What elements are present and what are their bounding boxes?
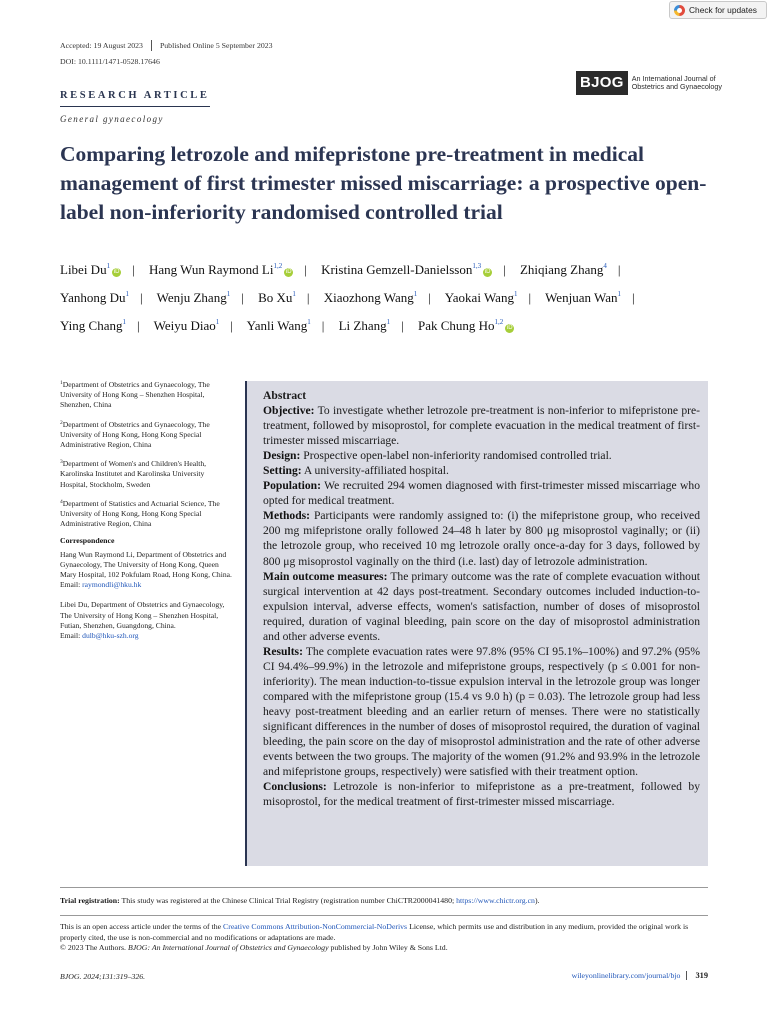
author-name bbox=[157, 290, 231, 305]
correspondence-text: Hang Wun Raymond Li, Department of Obstetrics and Gynaecology, The University of Hong Kong, Queen Mary Hospital, 102 Pokfulam Road, Hong Kong, China. bbox=[60, 549, 232, 580]
author-affiliation-marker: 1 bbox=[292, 290, 296, 298]
journal-logo bbox=[576, 71, 722, 95]
author-name-text: Zhiqiang Zhang bbox=[519, 262, 604, 277]
affiliation-text: Department of Obstetrics and Gynaecology, The University of Hong Kong, Hong Kong Special Administrative Region, China bbox=[60, 419, 210, 450]
author-name bbox=[545, 290, 621, 305]
subject-category: General gynaecology bbox=[60, 114, 164, 124]
license-link[interactable]: Creative Commons Attribution-NonCommercial-NoDerivs bbox=[223, 922, 408, 931]
affiliation-list bbox=[60, 378, 232, 529]
abstract-section-text: A university-affiliated hospital. bbox=[303, 464, 449, 478]
check-for-updates-label: Check for updates bbox=[689, 5, 757, 15]
correspondence-entry bbox=[60, 550, 232, 591]
author-affiliation-marker: 1 bbox=[513, 290, 518, 298]
license-notice bbox=[60, 922, 708, 954]
email-label: Email: bbox=[60, 631, 81, 641]
author-name bbox=[60, 262, 121, 277]
copyright-post: published by John Wiley & Sons Ltd. bbox=[330, 943, 448, 953]
author-name bbox=[418, 318, 514, 333]
author-affiliation-marker: 1 bbox=[386, 318, 391, 326]
author-separator: | bbox=[503, 262, 506, 277]
abstract-section bbox=[263, 403, 700, 448]
author-separator: | bbox=[140, 290, 143, 305]
abstract-section bbox=[263, 569, 700, 644]
article-title: Comparing letrozole and mifepristone pre-treatment in medical management of first trimester missed miscarriage: a prospective open-label non-inferiority randomised controlled trial bbox=[60, 142, 707, 224]
author-affiliation-marker: 1,2 bbox=[494, 318, 504, 326]
journal-abbrev: BJOG bbox=[576, 71, 628, 95]
author-name-text: Yanhong Du bbox=[60, 290, 126, 305]
abstract-section-text: Prospective open-label non-inferiority randomised controlled trial. bbox=[303, 449, 612, 463]
journal-name-line1: An International Journal of bbox=[631, 73, 716, 83]
abstract-section bbox=[263, 448, 700, 463]
published-date: Published Online 5 September 2023 bbox=[159, 41, 273, 50]
author-separator: | bbox=[617, 262, 621, 277]
author-name-text: Weiyu Diao bbox=[153, 318, 216, 333]
abstract-section bbox=[263, 644, 700, 779]
author-name bbox=[321, 262, 492, 277]
author-name bbox=[324, 290, 418, 305]
page-number: 319 bbox=[686, 971, 708, 980]
author-list bbox=[60, 254, 720, 338]
email-label: Email: bbox=[60, 580, 81, 590]
author-affiliation-marker: 4 bbox=[603, 262, 607, 270]
author-affiliation-marker: 1,2 bbox=[273, 262, 283, 270]
affiliation-number: 3 bbox=[60, 459, 63, 466]
author-name-text: Li Zhang bbox=[338, 318, 387, 333]
author-name-text: Xiaozhong Wang bbox=[323, 290, 414, 305]
journal-url-link[interactable]: wileyonlinelibrary.com/journal/bjo bbox=[571, 971, 681, 980]
author-separator: | bbox=[321, 318, 325, 333]
abstract-section-label: Population: bbox=[263, 479, 321, 493]
orcid-icon[interactable]: iD bbox=[285, 269, 292, 275]
author-name bbox=[149, 262, 293, 277]
journal-citation: BJOG. 2024;131:319–326. bbox=[60, 972, 146, 981]
article-dates bbox=[60, 40, 273, 51]
email-link[interactable]: raymondli@hku.hk bbox=[82, 580, 142, 590]
author-name-text: Libei Du bbox=[60, 262, 107, 277]
trial-registration bbox=[60, 896, 708, 907]
abstract-section-text: Letrozole is non-inferior to mifepristone as a pre-treatment, followed by misoprostol, for the medical treatment of first-trimester missed miscarriage. bbox=[263, 780, 700, 809]
author-name-text: Yaokai Wang bbox=[444, 290, 514, 305]
author-affiliation-marker: 1 bbox=[617, 290, 621, 298]
abstract-accent-bar bbox=[245, 381, 247, 866]
abstract-section-label: Design: bbox=[263, 449, 301, 463]
divider bbox=[60, 887, 708, 888]
abstract-section-label: Main outcome measures: bbox=[263, 569, 388, 583]
page-footer bbox=[572, 971, 708, 980]
author-affiliation-marker: 1 bbox=[307, 318, 311, 326]
abstract-section-text: The primary outcome was the rate of complete evacuation without surgical intervention at 42 days post-treatment. Secondary outcomes included induction-to-expulsion interval, adverse effects, women's satisfaction, number of doses of misoprostol required, duration of vaginal bleeding, pain score on the day of misoprostol administration and other adverse events. bbox=[263, 569, 700, 643]
author-name-text: Kristina Gemzell-Danielsson bbox=[321, 262, 473, 277]
abstract-section bbox=[263, 463, 700, 478]
orcid-icon[interactable]: iD bbox=[113, 269, 120, 275]
divider bbox=[60, 915, 708, 916]
author-affiliation-marker: 1,3 bbox=[472, 262, 482, 270]
author-name bbox=[154, 318, 220, 333]
orcid-icon[interactable]: iD bbox=[506, 325, 513, 331]
check-for-updates-button[interactable] bbox=[669, 1, 767, 19]
affiliation-number: 1 bbox=[60, 380, 63, 386]
trial-registration-text: This study was registered at the Chinese Clinical Trial Registry (registration number ChiCTR2000041480; bbox=[121, 896, 455, 905]
abstract-section-text: We recruited 294 women diagnosed with first-trimester missed miscarriage who opted for medical treatment. bbox=[263, 479, 700, 508]
abstract-section-text: To investigate whether letrozole pre-treatment is non-inferior to mifepristone pre-treatment, followed by misoprostol, for complete evacuation in the medical treatment of first-trimester missed miscarriage. bbox=[263, 404, 700, 448]
article-type: RESEARCH ARTICLE bbox=[60, 90, 210, 101]
affiliations-column bbox=[60, 378, 232, 641]
affiliation-text: Department of Obstetrics and Gynaecology, The University of Hong Kong – Shenzhen Hospital, Shenzhen, China bbox=[60, 380, 210, 410]
author-separator: | bbox=[241, 290, 244, 305]
abstract-section-label: Methods: bbox=[263, 509, 311, 523]
abstract-sections bbox=[263, 403, 700, 809]
author-name bbox=[258, 290, 296, 305]
correspondence-heading: Correspondence bbox=[60, 536, 115, 546]
author-affiliation-marker: 1 bbox=[413, 290, 418, 298]
abstract-section-label: Conclusions: bbox=[263, 780, 327, 794]
divider bbox=[151, 40, 152, 51]
journal-name bbox=[632, 75, 722, 92]
journal-name-line2: Obstetrics and Gynaecology bbox=[631, 82, 723, 91]
author-separator: | bbox=[428, 290, 431, 305]
author-affiliation-marker: 1 bbox=[122, 318, 126, 326]
author-affiliation-marker: 1 bbox=[106, 262, 111, 270]
license-pre: This is an open access article under the terms of the bbox=[60, 922, 222, 931]
abstract-section bbox=[263, 478, 700, 508]
author-name-text: Hang Wun Raymond Li bbox=[148, 262, 274, 277]
accepted-date: Accepted: 19 August 2023 bbox=[60, 41, 143, 50]
abstract-section-text: Participants were randomly assigned to: (i) the mifepristone group, who received 200 mg mifepristone orally followed 24–48 h later by 800 μg misoprostol vaginally; or (ii) the letrozole group, who received 10 mg letrozole orally once-a-day for 3 days, followed by 800 μg misoprostol vaginally on the third (i.e. last) day of letrozole administration. bbox=[263, 509, 700, 568]
affiliation-text: Department of Women's and Children's Health, Karolinska Institutet and Karolinska University Hospital, Stockholm, Sweden bbox=[60, 459, 207, 489]
author-separator: | bbox=[306, 290, 310, 305]
orcid-icon[interactable]: iD bbox=[484, 269, 491, 275]
copyright-pre: © 2023 The Authors. bbox=[60, 943, 126, 953]
author-separator: | bbox=[136, 318, 140, 333]
author-separator: | bbox=[230, 318, 233, 333]
author-name bbox=[520, 262, 607, 277]
trial-registration-tail: ). bbox=[534, 896, 540, 905]
divider bbox=[60, 106, 210, 107]
author-name-text: Bo Xu bbox=[258, 290, 293, 305]
author-name-text: Ying Chang bbox=[60, 318, 123, 333]
author-separator: | bbox=[528, 290, 532, 305]
author-name bbox=[339, 318, 391, 333]
doi: DOI: 10.1111/1471-0528.17646 bbox=[60, 57, 160, 66]
author-name-text: Wenju Zhang bbox=[156, 290, 227, 305]
author-name-text: Pak Chung Ho bbox=[417, 318, 495, 333]
author-name bbox=[60, 318, 126, 333]
registry-link[interactable]: https://www.chictr.org.cn bbox=[456, 896, 535, 905]
crossmark-icon bbox=[674, 5, 685, 16]
abstract-section-label: Results: bbox=[263, 644, 303, 658]
copyright-journal: BJOG: An International Journal of Obstetrics and Gynaecology bbox=[127, 943, 329, 953]
affiliation bbox=[60, 418, 232, 451]
correspondence-entry bbox=[60, 600, 232, 641]
abstract-section-label: Setting: bbox=[263, 464, 302, 478]
author-affiliation-marker: 1 bbox=[125, 290, 129, 298]
affiliation bbox=[60, 378, 232, 411]
abstract-heading: Abstract bbox=[263, 389, 307, 402]
author-affiliation-marker: 1 bbox=[215, 318, 220, 326]
trial-registration-label: Trial registration: bbox=[60, 896, 120, 905]
email-link[interactable]: dulb@hku-szh.org bbox=[82, 631, 139, 641]
license-post: License, which permits use and distribution in any medium, provided the original work is properly cited, the use is non-commercial and no modifications or adaptations are made. bbox=[60, 922, 689, 942]
author-name bbox=[445, 290, 518, 305]
author-name bbox=[247, 318, 311, 333]
author-affiliation-marker: 1 bbox=[226, 290, 231, 298]
author-separator: | bbox=[631, 290, 635, 305]
abstract-section-text: The complete evacuation rates were 97.8% (95% CI 95.1%–100%) and 97.2% (95% CI 94.4%–99.9%) in the letrozole and mifepristone groups, respectively (p ≤ 0.001 for non-inferiority). The mean induction-to-tissue expulsion interval in the letrozole group was longer compared with the mifepristone group (15.4 vs 9.0 h) (p = 0.03). The letrozole group had less heavy post-treatment bleeding and an earlier return of menses. There were no statistically significant differences in the number of doses of misoprostol required, the duration of vaginal bleeding, the pain score on the day of misoprostol administration and the rate of other adverse events between the two groups. The majority of the women (91.2% and 93.9% in the letrozole and mifepristone groups, respectively) were satisfied with their treatment option. bbox=[263, 644, 701, 779]
abstract bbox=[263, 388, 700, 809]
abstract-section-label: Objective: bbox=[263, 404, 315, 418]
author-separator: | bbox=[132, 262, 135, 277]
affiliation bbox=[60, 497, 232, 530]
correspondence-text: Libei Du, Department of Obstetrics and Gynaecology, The University of Hong Kong – Shenzhen Hospital, Futian, Shenzhen, Guangdong, China. bbox=[60, 600, 225, 630]
author-name-text: Wenjuan Wan bbox=[545, 290, 618, 305]
author-name-text: Yanli Wang bbox=[246, 318, 308, 333]
affiliation-number: 4 bbox=[60, 498, 63, 505]
author-separator: | bbox=[401, 318, 404, 333]
affiliation-number: 2 bbox=[60, 419, 63, 426]
abstract-section bbox=[263, 779, 700, 809]
author-separator: | bbox=[304, 262, 307, 277]
abstract-section bbox=[263, 508, 700, 568]
author-name bbox=[60, 290, 129, 305]
affiliation-text: Department of Statistics and Actuarial Science, The University of Hong Kong, Hong Kong Special Administrative Region, China bbox=[60, 498, 220, 529]
affiliation bbox=[60, 457, 232, 490]
